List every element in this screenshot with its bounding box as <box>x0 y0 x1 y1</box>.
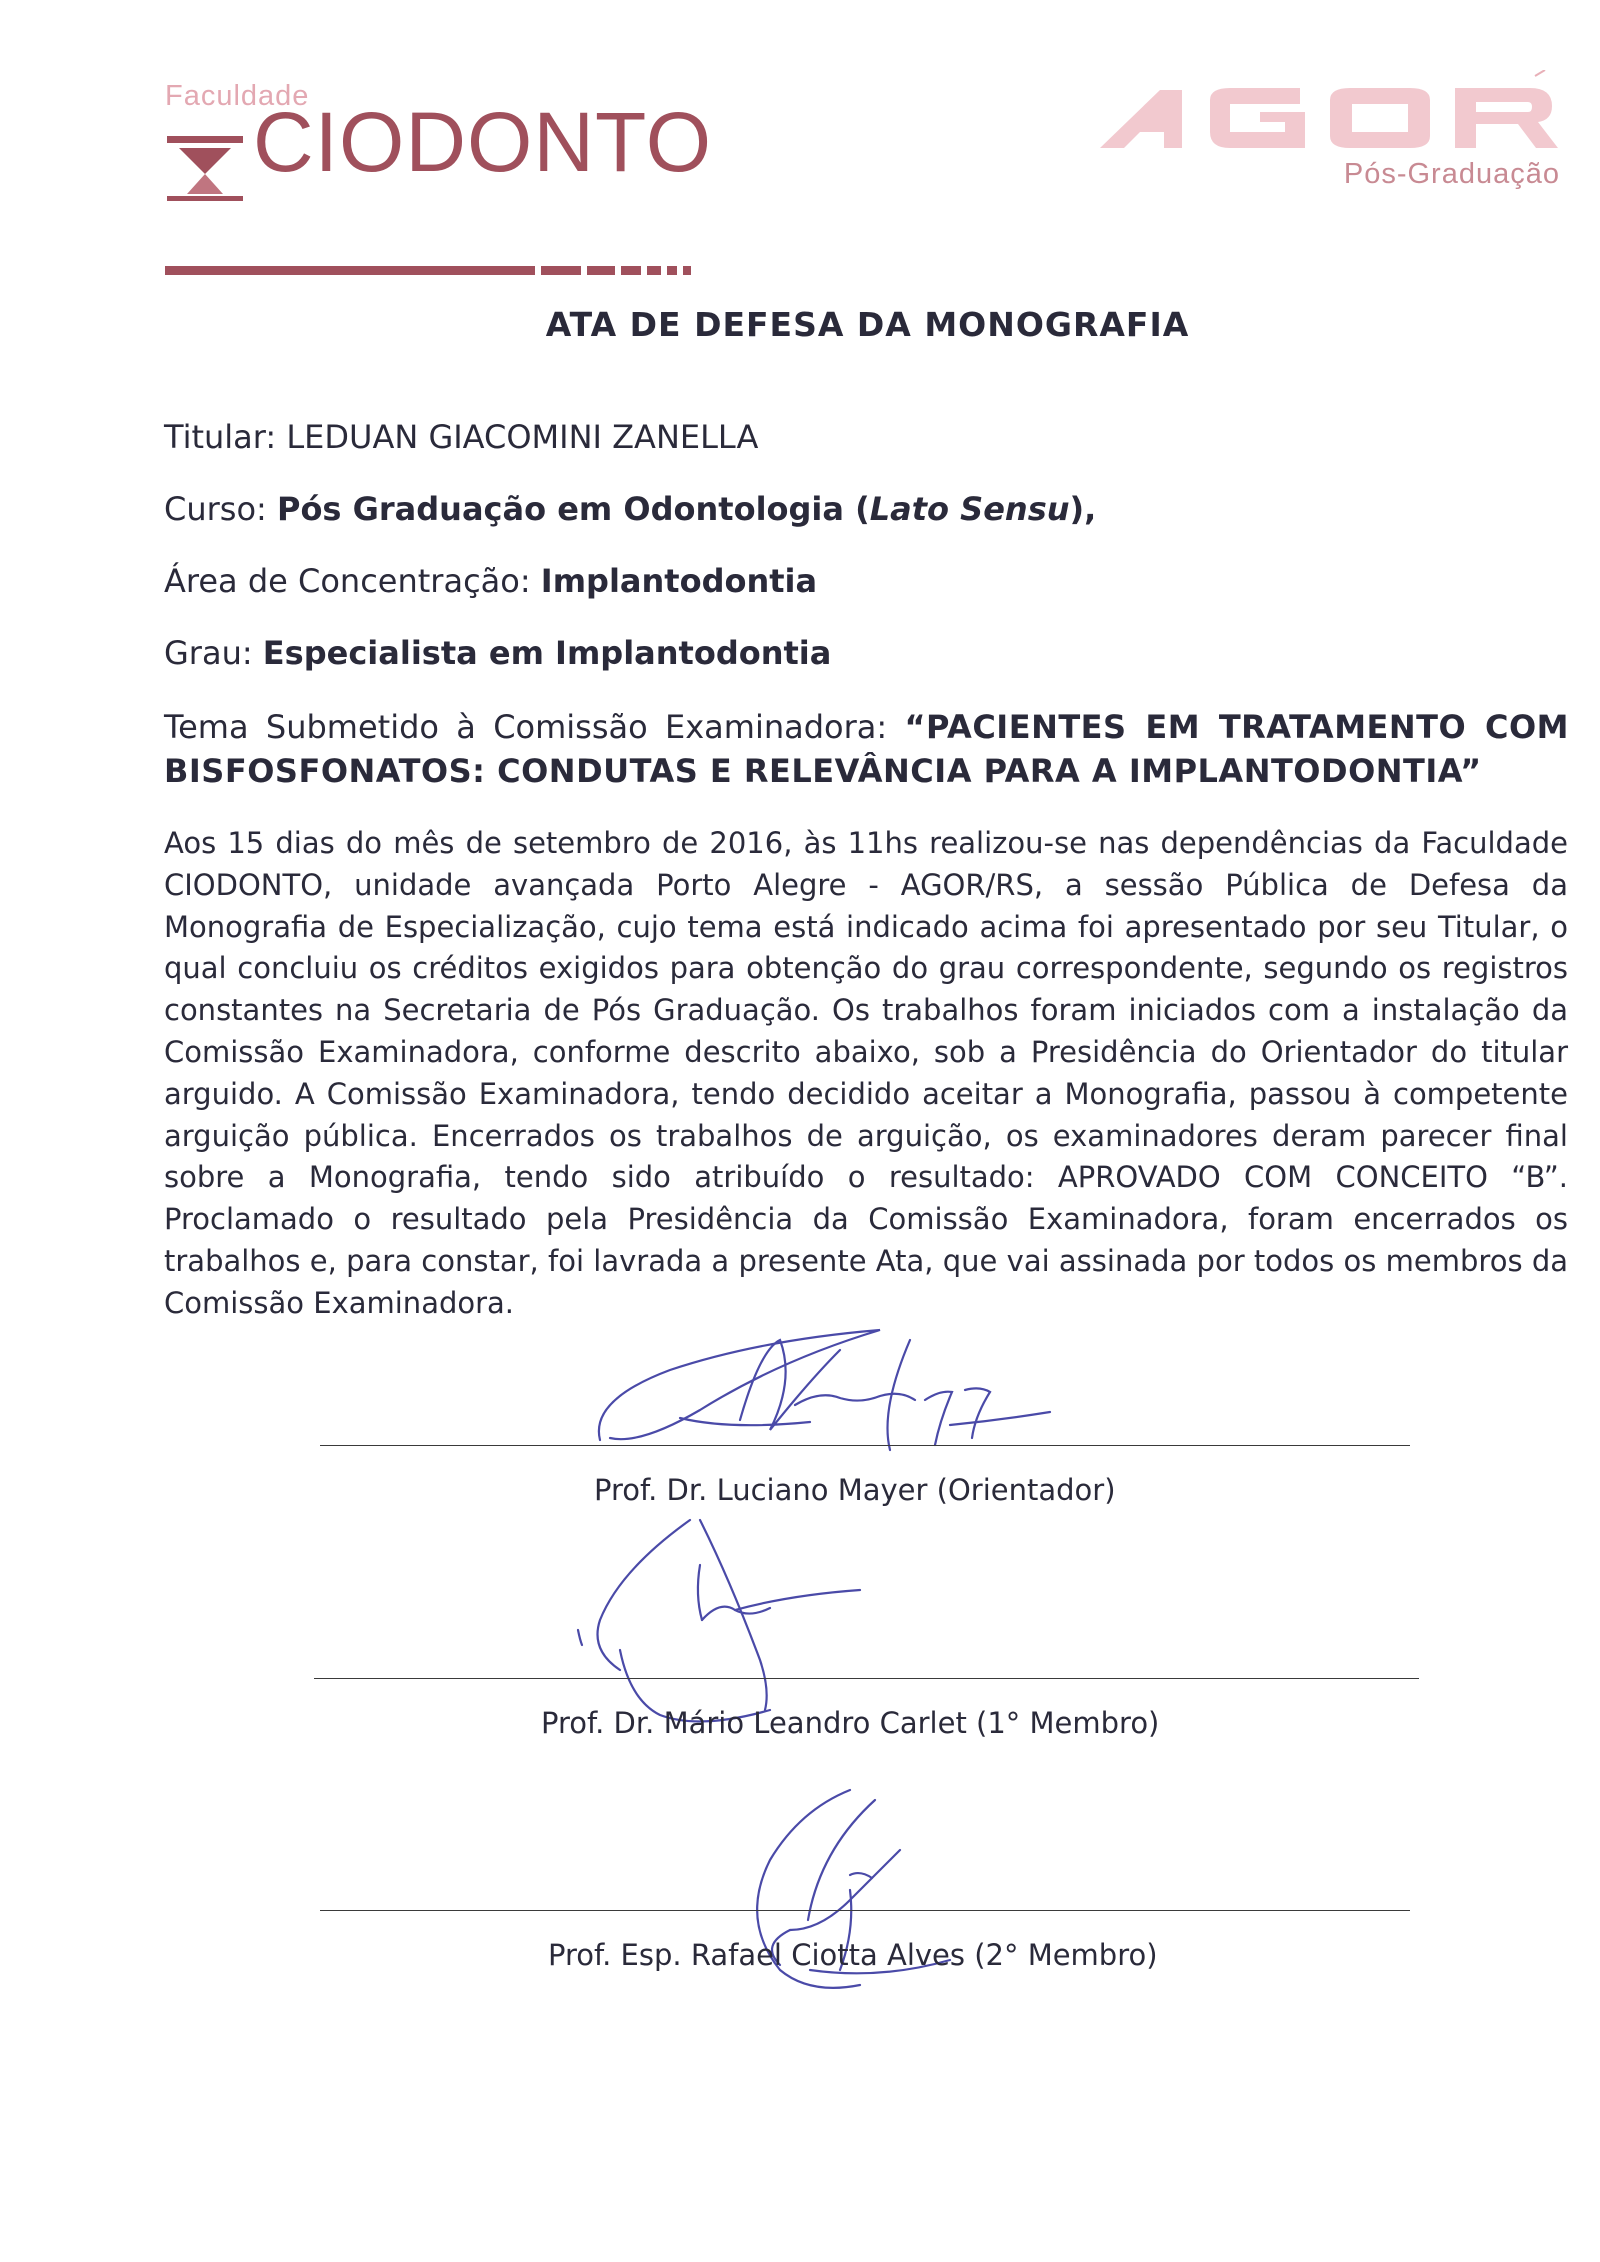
field-titular <box>164 418 758 456</box>
agor-logo <box>1090 70 1570 200</box>
area-value: Implantodontia <box>540 562 818 600</box>
signature-name-membro2: Prof. Esp. Rafael Ciotta Alves (2° Membro) <box>548 1938 1158 1972</box>
curso-value-part1: Pós Graduação em Odontologia ( <box>276 490 870 528</box>
ciodonto-emblem-icon <box>165 122 245 202</box>
logo-underline-bar <box>165 264 705 278</box>
area-label: Área de Concentração: <box>164 562 531 600</box>
titular-label: Titular: <box>164 418 277 456</box>
logo-ciodonto-name: CIODONTO <box>253 95 713 189</box>
grau-value: Especialista em Implantodontia <box>262 634 832 672</box>
field-curso <box>164 490 1096 528</box>
ciodonto-logo <box>165 80 713 200</box>
curso-value-italic: Lato Sensu <box>869 490 1070 528</box>
ata-body-paragraph: Aos 15 dias do mês de setembro de 2016, às 11hs realizou-se nas dependências da Faculdade CIODONTO, unidade avançada Porto Alegre - AGOR/RS, a sessão Pública de Defesa da Monografia de Especialização, cujo tema está indicado acima foi apresentado por seu Titular, o qual concluiu os créditos exigidos para obtenção do grau correspondente, segundo os registros constantes na Secretaria de Pós Graduação. Os trabalhos foram iniciados com a instalação da Comissão Examinadora, conforme descrito abaixo, sob a Presidência do Orientador do titular arguido. A Comissão Examinadora, tendo decidido aceitar a Monografia, passou à competente arguição pública. Encerrados os trabalhos de arguição, os examinadores deram parecer final sobre a Monografia, tendo sido atribuído o resultado: APROVADO COM CONCEITO “B”. Proclamado o resultado pela Presidência da Comissão Examinadora, foram encerrados os trabalhos e, para constar, foi lavrada a presente Ata, que vai assinada por todos os membros da Comissão Examinadora. <box>164 826 1568 1320</box>
logo-faculdade-text: Faculdade <box>165 80 310 112</box>
curso-value <box>277 490 1096 528</box>
document-title: ATA DE DEFESA DA MONOGRAFIA <box>545 305 1190 344</box>
logo-pos-graduacao-text: Pós-Graduação <box>1343 158 1560 190</box>
signature-orientador-image <box>580 1320 1100 1460</box>
curso-label: Curso: <box>164 490 267 528</box>
tema-value: “PACIENTES EM TRATAMENTO COM BISFOSFONATOS: CONDUTAS E RELEVÂNCIA PARA A IMPLANTODONTIA” <box>164 708 1570 790</box>
signature-membro1-image <box>560 1500 880 1730</box>
signature-name-membro1: Prof. Dr. Mário Leandro Carlet (1° Membro) <box>541 1706 1160 1740</box>
signature-line-orientador <box>320 1445 1410 1446</box>
curso-value-part2: ), <box>1069 490 1097 528</box>
grau-label: Grau: <box>164 634 253 672</box>
signature-line-membro2 <box>320 1910 1410 1911</box>
titular-value: LEDUAN GIACOMINI ZANELLA <box>286 418 759 456</box>
signature-line-membro1 <box>314 1678 1419 1679</box>
tema-label: Tema Submetido à Comissão Examinadora: <box>164 708 888 746</box>
field-tema <box>164 705 1569 793</box>
signature-name-orientador: Prof. Dr. Luciano Mayer (Orientador) <box>594 1473 1116 1507</box>
field-grau <box>164 634 831 672</box>
agor-logo-mark <box>1090 70 1570 160</box>
field-area <box>164 562 817 600</box>
